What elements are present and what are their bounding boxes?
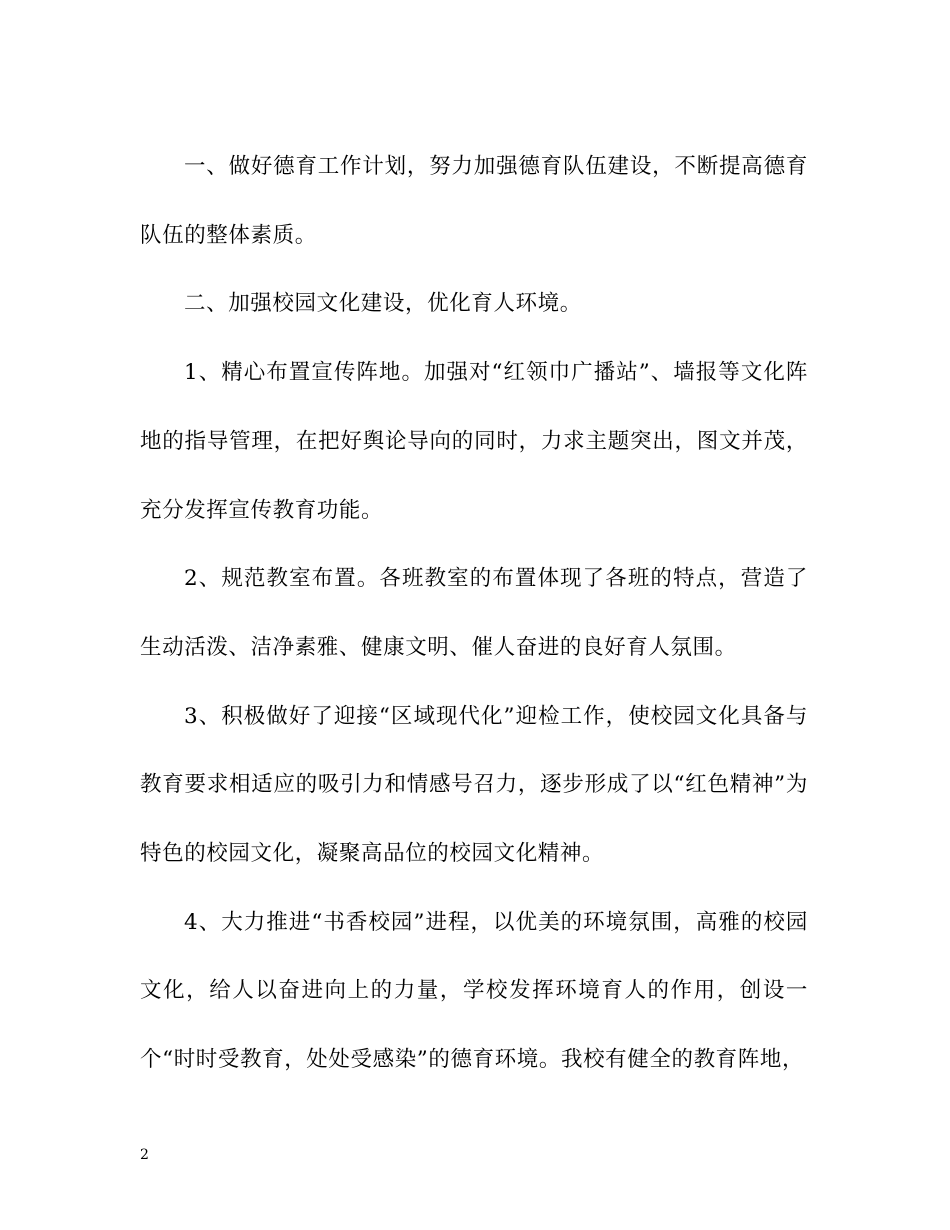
paragraph-section-two: 二、加强校园文化建设，优化育人环境。 bbox=[184, 291, 582, 317]
page-number: 2 bbox=[140, 1147, 149, 1163]
page-body bbox=[140, 133, 808, 1095]
paragraph-section-one: 一、做好德育工作计划，努力加强德育队伍建设，不断提高德育队伍的整体素质。 bbox=[140, 154, 808, 248]
paragraph-item-2: 2、规范教室布置。各班教室的布置体现了各班的特点，营造了生动活泼、洁净素雅、健康文明、催人奋进的良好育人氛围。 bbox=[140, 566, 808, 660]
paragraph-item-4: 4、大力推进“书香校园”进程，以优美的环境氛围，高雅的校园文化，给人以奋进向上的力量，学校发挥环境育人的作用，创设一个“时时受教育，处处受感染”的德育环境。我校有健全的教育阵地， bbox=[140, 909, 808, 1073]
paragraph-item-1: 1、精心布置宣传阵地。加强对“红领巾广播站”、墙报等文化阵地的指导管理，在把好舆论导向的同时，力求主题突出，图文并茂，充分发挥宣传教育功能。 bbox=[140, 360, 808, 523]
paragraph-item-3: 3、积极做好了迎接“区域现代化”迎检工作，使校园文化具备与教育要求相适应的吸引力和情感号召力，逐步形成了以“红色精神”为特色的校园文化，凝聚高品位的校园文化精神。 bbox=[140, 703, 808, 867]
